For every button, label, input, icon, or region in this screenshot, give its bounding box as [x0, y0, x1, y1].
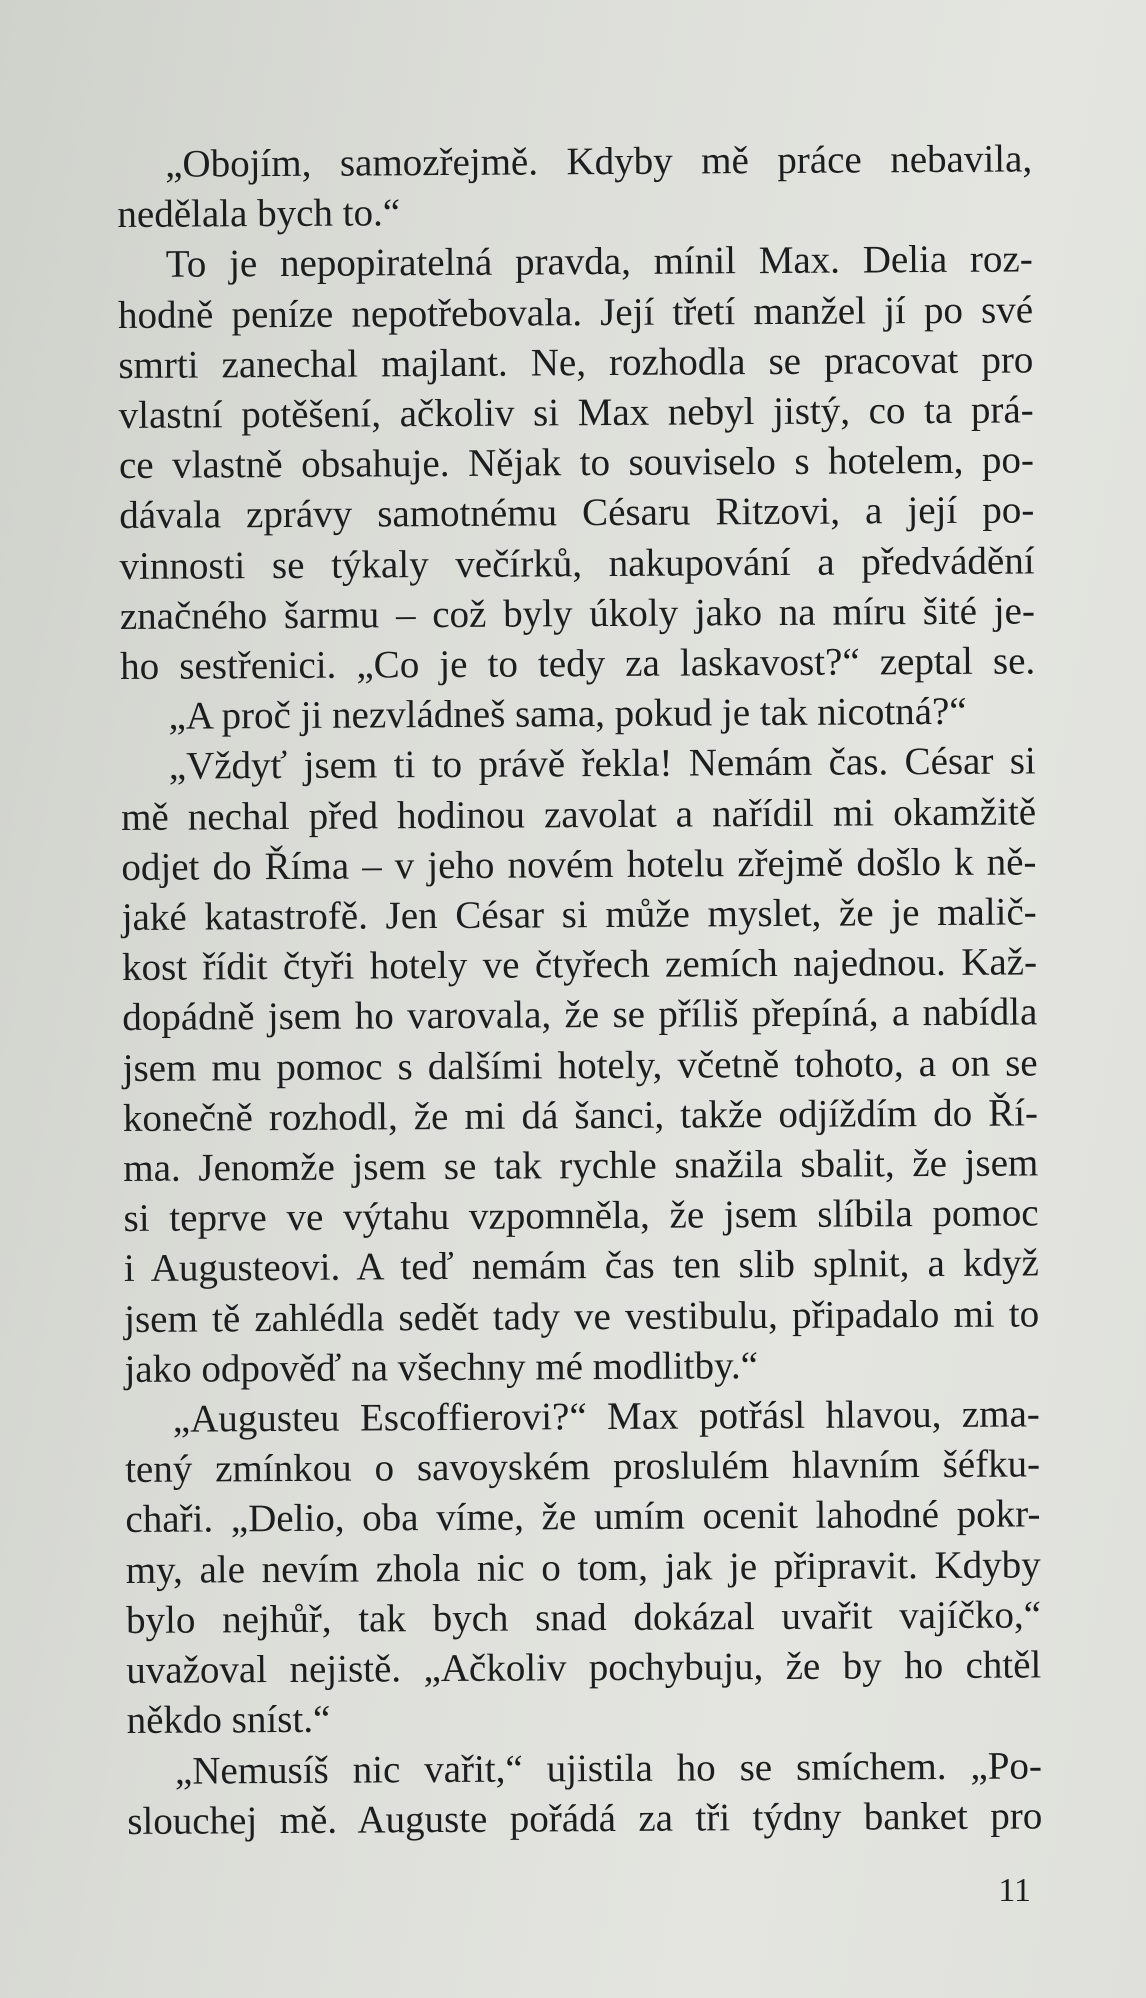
text-line: dávala zprávy samotnému Césaru Ritzovi, a její po-	[119, 488, 1035, 538]
text-line: „Augusteu Escoffierovi?“ Max potřásl hlavou, zma-	[172, 1392, 1040, 1441]
text-line: my, ale nevím zhola nic o tom, jak je připravit. Kdyby	[125, 1543, 1041, 1592]
text-line: si teprve ve výtahu vzpomněla, že jsem slíbila pomoc	[123, 1191, 1039, 1241]
page-number: 11	[998, 1872, 1031, 1909]
text-line: bylo nejhůř, tak bych snad dokázal uvařit vajíčko,“	[125, 1593, 1042, 1642]
text-line: „Vždyť jsem ti to právě řekla! Nemám čas. César si	[168, 739, 1036, 789]
text-line: slouchej mě. Auguste pořádá za tři týdny banket pro	[127, 1794, 1043, 1843]
text-line: ho sestřenici. „Co je to tedy za laskavost?“ zeptal se.	[120, 639, 1036, 689]
text-line: konečně rozhodl, že mi dá šanci, takže odjíždím do Ří-	[122, 1091, 1039, 1140]
text-line: nedělala bych to.“	[117, 191, 401, 237]
text-line: smrti zanechal majlant. Ne, rozhodla se pracovat pro	[118, 338, 1034, 387]
text-line: To je nepopiratelná pravda, mínil Max. Delia roz-	[165, 237, 1033, 287]
text-line: jaké katastrofě. Jen César si může myslet, že je malič-	[121, 890, 1037, 940]
text-line: jsem mu pomoc s dalšími hotely, včetně tohoto, a on se	[122, 1041, 1038, 1090]
text-line: vlastní potěšení, ačkoliv si Max nebyl jistý, co ta prá-	[118, 388, 1034, 438]
text-line: chaři. „Delio, oba víme, že umím ocenit lahodné pokr-	[125, 1492, 1041, 1542]
text-line: „A proč ji nezvládneš sama, pokud je tak nicotná?“	[168, 690, 967, 738]
text-line: ma. Jenomže jsem se tak rychle snažila sbalit, že jsem	[123, 1141, 1039, 1191]
text-line: vinnosti se týkaly večírků, nakupování a předvádění	[119, 539, 1035, 588]
text-line: uvažoval nejistě. „Ačkoliv pochybuju, že by ho chtěl	[126, 1643, 1042, 1693]
text-line: odjet do Říma – v jeho novém hotelu zřejmě došlo k ně-	[121, 840, 1037, 889]
text-line: i Augusteovi. A teď nemám čas ten slib splnit, a když	[123, 1241, 1040, 1291]
text-line: „Obojím, samozřejmě. Kdyby mě práce nebavila,	[165, 137, 1033, 186]
text-line: dopádně jsem ho varovala, že se příliš přepíná, a nabídla	[122, 990, 1038, 1040]
text-line: někdo sníst.“	[126, 1698, 331, 1743]
text-line: značného šarmu – což byly úkoly jako na míru šité je-	[119, 589, 1036, 638]
body-text	[117, 134, 1042, 1846]
text-line: jako odpověď na všechny mé modlitby.“	[124, 1343, 759, 1391]
text-line: kost řídit čtyři hotely ve čtyřech zemích najednou. Kaž-	[121, 940, 1038, 990]
text-line: ce vlastně obsahuje. Nějak to souviselo s hotelem, po-	[118, 438, 1035, 488]
text-line: „Nemusíš nic vařit,“ ujistila ho se smíchem. „Po-	[174, 1743, 1043, 1793]
text-line: mě nechal před hodinou zavolat a nařídil mi okamžitě	[121, 790, 1037, 839]
text-line: tený zmínkou o savoyském proslulém hlavním šéfku-	[124, 1442, 1041, 1492]
text-line: jsem tě zahlédla sedět tady ve vestibulu, připadalo mi to	[124, 1292, 1040, 1341]
text-line: hodně peníze nepotřebovala. Její třetí manžel jí po své	[117, 288, 1034, 337]
